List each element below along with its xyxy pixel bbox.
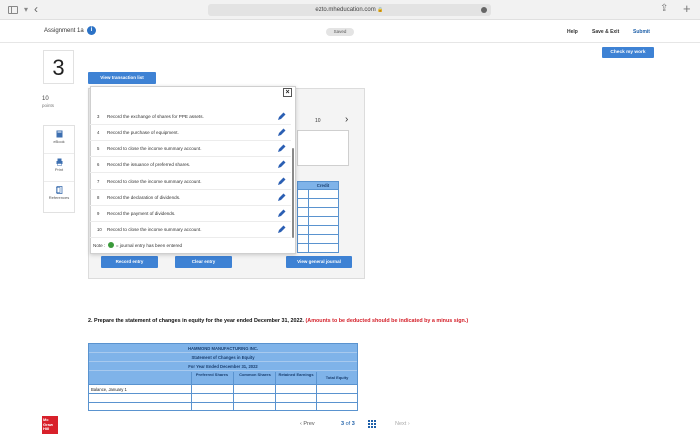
credit-column-header: Credit: [297, 181, 339, 190]
back-icon[interactable]: ‹: [34, 2, 38, 16]
url-text: ezto.mheducation.com: [315, 7, 376, 13]
new-tab-icon[interactable]: +: [683, 1, 691, 16]
row-label: Balance, January 1: [91, 387, 127, 392]
points-label: points: [42, 103, 55, 108]
transaction-text: Record to close the income summary account.: [107, 179, 202, 184]
transaction-number: 4: [97, 130, 100, 135]
transaction-row[interactable]: [90, 222, 291, 238]
ebook-tool[interactable]: [44, 130, 74, 154]
info-icon[interactable]: i: [87, 26, 96, 35]
part2-prompt-note: (Amounts to be deducted should be indicated by a minus sign.): [305, 318, 469, 324]
pencil-icon[interactable]: [277, 225, 286, 234]
transaction-row[interactable]: [90, 109, 291, 125]
document-icon: [56, 186, 63, 194]
table-company-name: HAMMOND MANUFACTURING INC.: [89, 344, 357, 353]
prev-button[interactable]: ‹ Prev: [300, 421, 315, 427]
statement-of-changes-table: [88, 343, 358, 411]
grid-icon[interactable]: [368, 420, 376, 428]
worksheet-page-number[interactable]: 10: [315, 118, 321, 124]
column-divider: [191, 372, 192, 410]
transaction-row[interactable]: [90, 206, 291, 222]
view-general-journal-button[interactable]: View general journal: [286, 256, 352, 268]
column-header: Preferred Shares: [195, 372, 229, 377]
close-icon[interactable]: ×: [283, 88, 292, 97]
transaction-number: 7: [97, 179, 100, 184]
pencil-icon[interactable]: [277, 193, 286, 202]
page-indicator: [341, 421, 355, 427]
legend-note-text: = journal entry has been entered: [115, 243, 183, 248]
check-my-work-button[interactable]: Check my work: [602, 47, 654, 58]
legend-note-prefix: Note :: [93, 243, 106, 248]
transaction-number: 8: [97, 195, 100, 200]
journal-grid: [297, 181, 339, 253]
assignment-title: Assignment 1a: [44, 28, 84, 34]
column-divider: [316, 372, 317, 410]
column-divider: [275, 372, 276, 410]
transaction-row[interactable]: [90, 190, 291, 206]
submit-link[interactable]: Submit: [633, 29, 650, 35]
page-current: 3: [341, 421, 345, 427]
page-of: of: [345, 421, 351, 427]
credit-cell[interactable]: [297, 244, 339, 253]
credit-cell[interactable]: [297, 208, 339, 217]
transaction-number: 5: [97, 146, 100, 151]
credit-cell[interactable]: [297, 217, 339, 226]
chevron-down-icon[interactable]: ▾: [24, 5, 29, 14]
journal-legend-note: [93, 242, 182, 248]
lock-icon: 🔒: [377, 7, 384, 13]
transaction-row[interactable]: [90, 125, 291, 141]
transaction-text: Record the issuance of preferred shares.: [107, 162, 191, 167]
transaction-text: Record to close the income summary account.: [107, 227, 202, 232]
share-icon[interactable]: ⇪: [660, 3, 669, 14]
help-link[interactable]: Help: [567, 29, 578, 35]
view-transaction-list-button[interactable]: View transaction list: [88, 72, 156, 84]
popup-scrollbar[interactable]: [292, 148, 294, 238]
references-tool[interactable]: [44, 186, 74, 212]
prev-label: Prev: [303, 421, 315, 427]
transaction-text: Record the declaration of dividends.: [107, 195, 181, 200]
pencil-icon[interactable]: [277, 160, 286, 169]
transaction-row[interactable]: [90, 141, 291, 157]
column-header: Common Shares: [239, 372, 271, 377]
print-tool[interactable]: [44, 158, 74, 182]
clear-entry-button[interactable]: Clear entry: [175, 256, 232, 268]
next-label: Next: [395, 421, 407, 427]
save-exit-link[interactable]: Save & Exit: [592, 29, 620, 35]
printer-icon: [56, 158, 63, 166]
next-page-icon[interactable]: ›: [345, 114, 349, 125]
question-number: 3: [43, 50, 74, 84]
credit-cell[interactable]: [297, 235, 339, 244]
table-period: For Year Ended December 31, 2022: [89, 362, 357, 371]
column-header: Total Equity: [325, 375, 349, 380]
references-label: References: [48, 195, 70, 200]
browser-toolbar: [0, 0, 700, 20]
page-total: 3: [351, 421, 355, 427]
question-tools: [43, 125, 75, 213]
transaction-number: 9: [97, 211, 100, 216]
transaction-number: 3: [97, 114, 100, 119]
app-header: [0, 21, 700, 43]
transaction-number: 10: [97, 227, 102, 232]
next-button[interactable]: Next ›: [395, 421, 410, 427]
transaction-text: Record the exchange of shares for PPE assets.: [107, 114, 204, 119]
reader-icon[interactable]: [481, 7, 487, 13]
record-entry-button[interactable]: Record entry: [101, 256, 158, 268]
column-header: Retained Earnings: [278, 372, 314, 377]
table-statement-title: Statement of Changes in Equity: [89, 353, 357, 362]
part2-prompt: [88, 318, 488, 326]
pencil-icon[interactable]: [277, 177, 286, 186]
transaction-row[interactable]: [90, 174, 291, 190]
mcgraw-hill-logo: Mc Graw Hill: [42, 416, 58, 434]
transaction-text: Record to close the income summary account.: [107, 146, 202, 151]
part2-prompt-main: 2. Prepare the statement of changes in equity for the year ended December 31, 2022.: [88, 318, 305, 324]
pencil-icon[interactable]: [277, 128, 286, 137]
address-bar[interactable]: [208, 4, 491, 16]
column-divider: [233, 372, 234, 410]
sidebar-icon[interactable]: [8, 6, 18, 14]
credit-cell[interactable]: [297, 190, 339, 199]
pencil-icon[interactable]: [277, 144, 286, 153]
points-value: 10: [42, 96, 49, 102]
ebook-label: eBook: [53, 139, 65, 144]
transaction-row[interactable]: [90, 157, 291, 173]
pencil-icon[interactable]: [277, 112, 286, 121]
print-label: Print: [54, 167, 64, 172]
transaction-text: Record the payment of dividends.: [107, 211, 176, 216]
book-icon: [56, 130, 63, 138]
entered-indicator-icon: [108, 242, 114, 248]
transaction-description-box: [297, 130, 349, 166]
transaction-number: 6: [97, 162, 100, 167]
pencil-icon[interactable]: [277, 209, 286, 218]
saved-badge: Saved: [326, 28, 354, 36]
credit-cell[interactable]: [297, 199, 339, 208]
credit-cell[interactable]: [297, 226, 339, 235]
transaction-text: Record the purchase of equipment.: [107, 130, 179, 135]
